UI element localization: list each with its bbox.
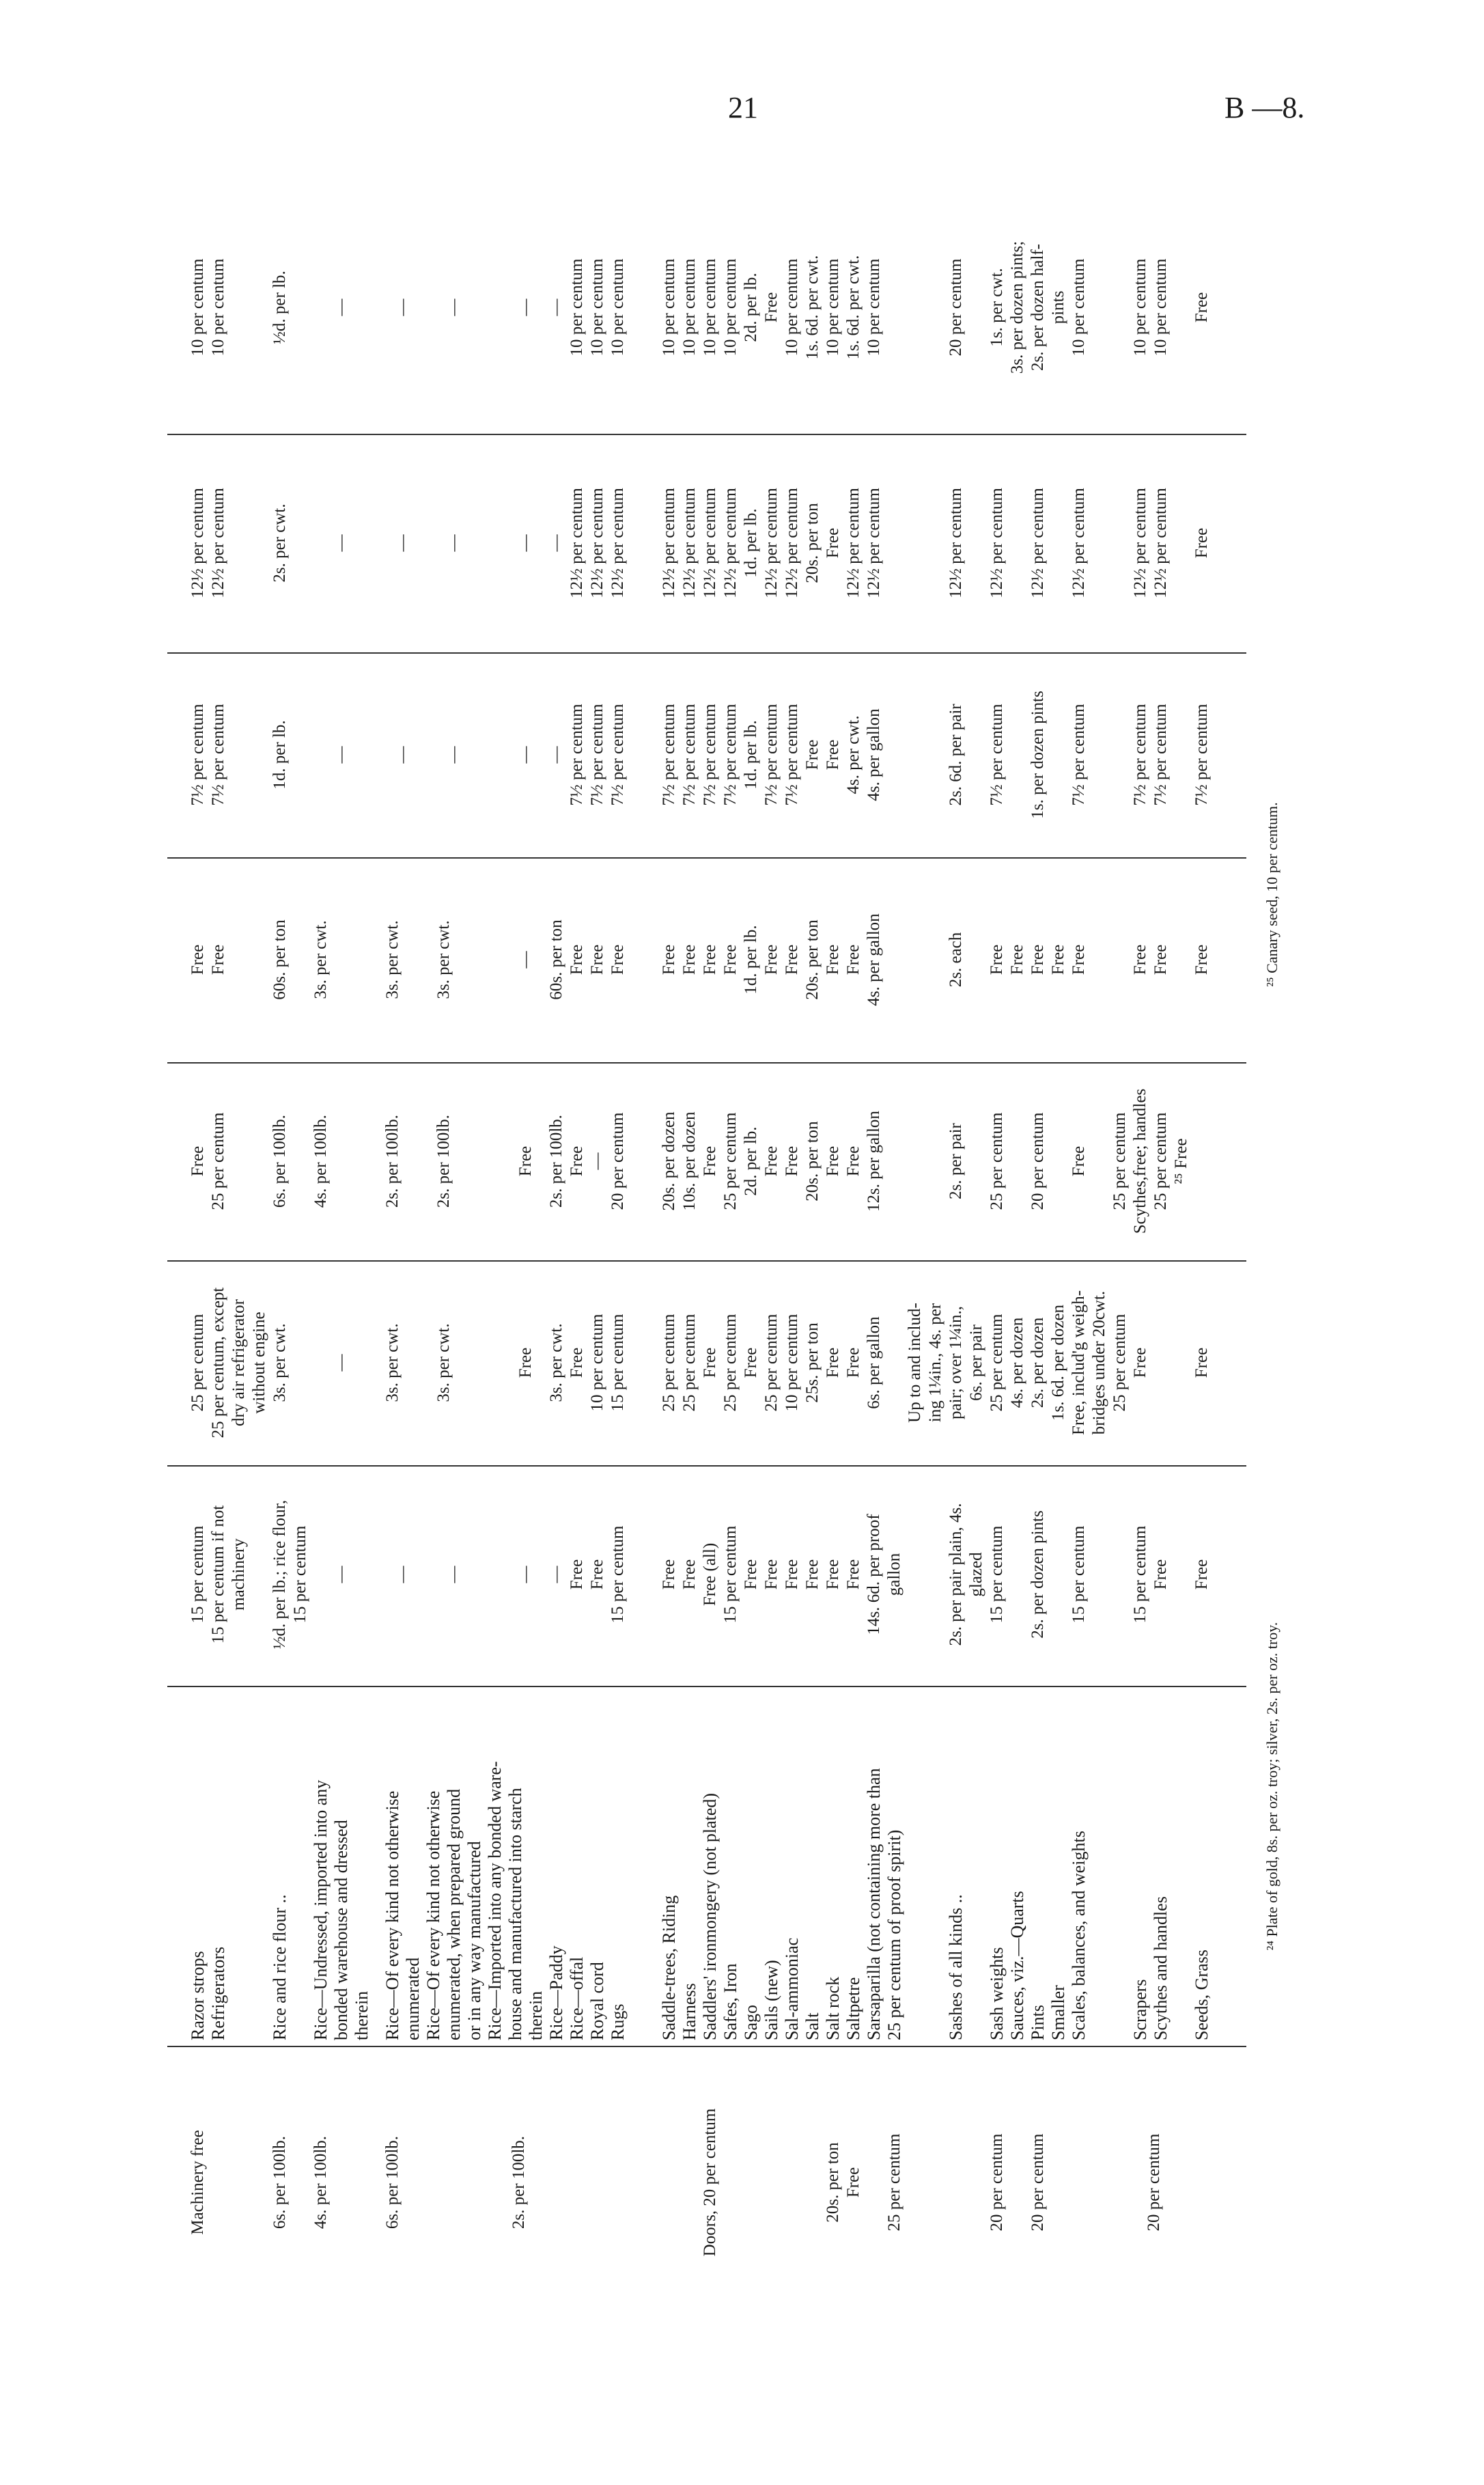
table-cell: 1s. per dozen pints <box>1028 691 1047 819</box>
table-cell: house and manufactured into starch <box>505 1788 525 2040</box>
table-cell: 25 per centum <box>721 1112 740 1210</box>
table-cell: 15 per centum <box>1131 1525 1149 1624</box>
table-cell: 3s. per cwt. <box>270 1323 289 1402</box>
table-cell: enumerated <box>403 1957 423 2040</box>
table-cell: 20s. per ton <box>803 919 822 1000</box>
table-cell: — <box>445 534 463 552</box>
table-cell: 7½ per centum <box>1192 704 1211 806</box>
table-cell: 10 per centum <box>783 1314 801 1412</box>
table-cell: 2s. each <box>947 932 965 988</box>
table-cell: machinery <box>229 1538 248 1611</box>
table-cell: Rugs <box>608 2003 628 2040</box>
table-cell: Free <box>209 944 227 975</box>
table-cell: 15 per centum if not <box>209 1505 227 1644</box>
table-cell: Free <box>1069 1146 1088 1177</box>
table-cell: 12½ per centum <box>1131 488 1149 598</box>
table-cell: 2s. 6d. per pair <box>947 704 965 806</box>
table-cell: Free <box>824 1559 842 1590</box>
table-cell: Scrapers <box>1130 1979 1150 2040</box>
table-cell: 3s. per cwt. <box>434 920 453 999</box>
table-cell: 15 per centum <box>188 1525 207 1624</box>
table-cell: Free <box>680 944 699 975</box>
table-cell: — <box>547 299 565 316</box>
table-cell: 7½ per centum <box>568 704 586 806</box>
table-cell: Free (all) <box>701 1542 719 1607</box>
table-cell: 7½ per centum <box>1069 704 1088 806</box>
table-cell: 20s. per dozen <box>660 1111 678 1211</box>
table-cell: Free <box>1069 944 1088 975</box>
table-cell: Sash weights <box>987 1947 1007 2040</box>
column-rule <box>167 1062 1246 1064</box>
table-cell: 4s. per dozen <box>1008 1317 1026 1408</box>
table-cell: 25 per centum <box>660 1314 678 1412</box>
table-cell: dry air refrigerator <box>229 1299 248 1426</box>
table-cell: 12½ per centum <box>844 488 863 598</box>
table-cell: Saddlers' ironmongery (not plated) <box>700 1792 720 2040</box>
table-cell: Free <box>1131 1347 1149 1378</box>
table-cell: pints <box>1049 290 1067 324</box>
table-cell: 12½ per centum <box>701 488 719 598</box>
table-cell: 10 per centum <box>1131 258 1149 357</box>
table-cell: 14s. 6d. per proof <box>865 1514 883 1635</box>
table-cell: 60s. per ton <box>547 919 565 1000</box>
table-cell: Free <box>188 1146 207 1177</box>
table-cell: 10 per centum <box>783 258 801 357</box>
table-cell: 4s. per cwt. <box>844 715 863 794</box>
table-cell: pair; over 1¼in., <box>947 1306 965 1419</box>
tariff-table <box>167 161 1438 2319</box>
table-cell: ing 1¼in., 4s. per <box>926 1303 944 1423</box>
table-cell: 10 per centum <box>209 258 227 357</box>
table-cell: 7½ per centum <box>721 704 740 806</box>
table-cell: 20 per centum <box>608 1112 627 1210</box>
table-cell: 2s. per dozen pints <box>1028 1510 1047 1639</box>
table-cell: 2s. per pair <box>947 1123 965 1199</box>
table-cell: — <box>393 1566 412 1583</box>
table-cell: 2d. per lb. <box>742 1126 760 1196</box>
table-cell: gallon <box>885 1553 904 1596</box>
table-cell: Free <box>568 944 586 975</box>
table-cell: 10 per centum <box>721 258 740 357</box>
column-rule <box>167 1686 1246 1687</box>
table-cell: therein <box>352 1990 372 2040</box>
table-cell: Free <box>742 1347 760 1378</box>
table-cell: 10 per centum <box>588 258 606 357</box>
table-cell: 20s. per ton <box>803 503 822 583</box>
table-cell: Salt <box>802 2012 822 2040</box>
table-cell: Free <box>701 944 719 975</box>
table-cell: 20 per centum <box>1028 2133 1047 2232</box>
table-cell: or in any way manufactured <box>464 1841 484 2040</box>
table-cell: — <box>516 299 535 316</box>
table-cell: 12½ per centum <box>988 488 1006 598</box>
table-cell: Free <box>824 944 842 975</box>
table-cell: 10 per centum <box>188 258 207 357</box>
table-cell: Free <box>844 1146 863 1177</box>
table-cell: — <box>588 1152 606 1170</box>
table-cell: 3s. per cwt. <box>383 920 402 999</box>
table-cell: 10 per centum <box>680 258 699 357</box>
table-cell: Up to and includ- <box>906 1303 924 1423</box>
table-cell: Free <box>1151 944 1170 975</box>
table-cell: Free <box>824 527 842 559</box>
table-cell: 10s. per dozen <box>680 1111 699 1211</box>
table-cell: 12½ per centum <box>721 488 740 598</box>
column-rule <box>167 1465 1246 1467</box>
table-cell: Free <box>1192 292 1211 323</box>
table-cell: Free <box>988 944 1006 975</box>
table-cell: — <box>516 951 535 969</box>
table-cell: 1d. per lb. <box>270 720 289 790</box>
table-cell: Free <box>762 1559 781 1590</box>
table-cell: 1d. per lb. <box>742 508 760 578</box>
table-cell: — <box>547 534 565 552</box>
table-cell: Saddle-trees, Riding <box>659 1895 679 2040</box>
table-cell: 10 per centum <box>701 258 719 357</box>
table-cell: 12½ per centum <box>1028 488 1047 598</box>
table-cell: 6s. per 100lb. <box>383 2135 402 2230</box>
table-cell: Rice and rice flour .. <box>270 1894 290 2040</box>
table-cell: 6s. per pair <box>967 1324 985 1401</box>
table-cell: 25 per centum <box>1110 1112 1129 1210</box>
column-rule <box>167 2046 1246 2047</box>
table-cell: Free <box>762 292 781 323</box>
table-cell: 4s. per gallon <box>865 708 883 801</box>
table-cell: 4s. per gallon <box>865 913 883 1006</box>
table-cell: 7½ per centum <box>209 704 227 806</box>
table-cell: 7½ per centum <box>1151 704 1170 806</box>
table-cell: — <box>393 534 412 552</box>
table-cell: 12½ per centum <box>188 488 207 598</box>
table-cell: 60s. per ton <box>270 919 289 1000</box>
table-cell: 15 per centum <box>1069 1525 1088 1624</box>
table-cell: Free <box>1131 944 1149 975</box>
column-rule <box>167 652 1246 654</box>
table-cell: Free <box>1028 944 1047 975</box>
table-cell: 12½ per centum <box>783 488 801 598</box>
table-cell: Sails (new) <box>761 1960 781 2040</box>
table-cell: 12½ per centum <box>762 488 781 598</box>
table-cell: 25 per centum <box>680 1314 699 1412</box>
table-cell: 2s. per 100lb. <box>383 1114 402 1208</box>
table-cell: 25 per centum <box>885 2133 904 2232</box>
table-cell: Refrigerators <box>208 1946 228 2040</box>
table-cell: Free <box>1192 1559 1211 1590</box>
table-cell: — <box>516 746 535 764</box>
table-cell: 1s. per cwt. <box>988 268 1006 347</box>
table-cell: Saltpetre <box>843 1977 863 2040</box>
table-cell: Rice—Of every kind not otherwise <box>382 1790 402 2040</box>
table-cell: Free <box>783 1146 801 1177</box>
table-cell: 2s. per pair plain, 4s. <box>947 1503 965 1646</box>
table-cell: 25 per centum <box>988 1314 1006 1412</box>
table-cell: 15 per centum <box>721 1525 740 1624</box>
table-cell: 20 per centum <box>1145 2133 1163 2232</box>
table-cell: 7½ per centum <box>588 704 606 806</box>
table-cell: 12½ per centum <box>680 488 699 598</box>
table-cell: 2s. per dozen <box>1028 1317 1047 1408</box>
table-cell: 25 per centum <box>1110 1314 1129 1412</box>
table-cell: Free <box>803 1559 822 1590</box>
table-cell: 12½ per centum <box>660 488 678 598</box>
table-cell: Sashes of all kinds .. <box>946 1894 966 2040</box>
table-cell: 25 per centum of proof spirit) <box>884 1829 904 2040</box>
table-cell: Free <box>742 1559 760 1590</box>
table-cell: — <box>547 1566 565 1583</box>
table-cell: 12½ per centum <box>1151 488 1170 598</box>
table-cell: 10 per centum <box>1151 258 1170 357</box>
table-cell: 25s. per ton <box>803 1322 822 1403</box>
table-cell: ²⁵ Free <box>1172 1138 1190 1184</box>
table-cell: Free <box>844 1347 863 1378</box>
table-cell: — <box>516 534 535 552</box>
table-cell: bridges under 20cwt. <box>1090 1290 1108 1435</box>
table-cell: 12½ per centum <box>947 488 965 598</box>
table-cell: 12½ per centum <box>1069 488 1088 598</box>
table-cell: 1s. 6d. per dozen <box>1049 1304 1067 1421</box>
table-cell: ½d. per lb.; rice flour, <box>270 1499 289 1650</box>
table-cell: 2d. per lb. <box>742 273 760 342</box>
table-cell: Free <box>762 1146 781 1177</box>
table-cell: Free <box>1192 527 1211 559</box>
table-cell: Free <box>762 944 781 975</box>
table-cell: Free <box>1192 1347 1211 1378</box>
column-rule <box>167 1260 1246 1262</box>
table-cell: Free <box>824 1347 842 1378</box>
table-cell: Scales, balances, and weights <box>1069 1831 1089 2040</box>
table-cell: 10 per centum <box>568 258 586 357</box>
table-cell: 1d. per lb. <box>742 925 760 995</box>
table-cell: Free <box>680 1559 699 1590</box>
table-cell: — <box>332 746 350 764</box>
table-cell: 20 per centum <box>1028 1112 1047 1210</box>
table-cell: 4s. per 100lb. <box>311 2135 330 2230</box>
table-cell: — <box>332 534 350 552</box>
table-cell: Free <box>568 1347 586 1378</box>
table-cell: 2s. per dozen half- <box>1028 243 1047 372</box>
table-cell: Sago <box>741 2005 761 2040</box>
table-cell: Free <box>803 739 822 771</box>
table-cell: 12½ per centum <box>568 488 586 598</box>
table-cell: 15 per centum <box>291 1525 309 1624</box>
document-code: B —8. <box>1224 91 1305 124</box>
table-cell: Rice—Paddy <box>546 1945 566 2040</box>
table-cell: — <box>547 746 565 764</box>
column-rule <box>167 857 1246 859</box>
table-cell: Free, includ'g weigh- <box>1069 1290 1088 1436</box>
table-cell: — <box>445 746 463 764</box>
table-cell: 7½ per centum <box>988 704 1006 806</box>
table-cell: Free <box>783 1559 801 1590</box>
table-cell: Free <box>844 1559 863 1590</box>
table-cell: 1s. 6d. per cwt. <box>803 255 822 360</box>
table-cell: 25 per centum, except <box>209 1287 227 1439</box>
table-cell: Free <box>608 944 627 975</box>
table-cell: 1d. per lb. <box>742 720 760 790</box>
table-cell: Free <box>1008 944 1026 975</box>
table-cell: Rice—offal <box>567 1956 587 2040</box>
table-cell: 20s. per ton <box>803 1121 822 1202</box>
table-cell: — <box>445 299 463 316</box>
table-cell: Royal cord <box>587 1962 607 2040</box>
table-cell: 25 per centum <box>988 1112 1006 1210</box>
table-cell: 10 per centum <box>824 258 842 357</box>
table-cell: enumerated, when prepared ground <box>444 1788 464 2040</box>
table-cell: — <box>393 746 412 764</box>
table-cell: 15 per centum <box>608 1525 627 1624</box>
table-cell: Free <box>824 1146 842 1177</box>
table-cell: Razor strops <box>188 1951 208 2040</box>
table-cell: 1s. 6d. per cwt. <box>844 255 863 360</box>
table-cell: 7½ per centum <box>1131 704 1149 806</box>
table-cell: 12½ per centum <box>588 488 606 598</box>
table-cell: 10 per centum <box>865 258 883 357</box>
table-cell: Free <box>783 944 801 975</box>
table-cell: 6s. per gallon <box>865 1316 883 1409</box>
table-cell: 3s. per cwt. <box>383 1323 402 1402</box>
table-cell: 3s. per dozen pints; <box>1008 240 1026 374</box>
table-cell: 20 per centum <box>988 2133 1006 2232</box>
table-cell: 25 per centum <box>188 1314 207 1412</box>
table-cell: 10 per centum <box>608 258 627 357</box>
table-cell: 4s. per 100lb. <box>311 1114 330 1208</box>
table-cell: 20s. per ton <box>824 2142 842 2223</box>
table-cell: Free <box>660 1559 678 1590</box>
table-cell: Seeds, Grass <box>1192 1949 1212 2040</box>
table-cell: without engine <box>250 1311 268 1414</box>
table-cell: 12½ per centum <box>608 488 627 598</box>
table-cell: — <box>332 1354 350 1372</box>
table-cell: glazed <box>967 1552 985 1597</box>
footnotes <box>1260 519 1285 2299</box>
table-cell: 7½ per centum <box>680 704 699 806</box>
table-cell: — <box>445 1566 463 1583</box>
table-cell: 6s. per 100lb. <box>270 1114 289 1208</box>
table-cell: 25 per centum <box>1151 1112 1170 1210</box>
table-cell: Pints <box>1028 2004 1048 2040</box>
table-cell: 15 per centum <box>988 1525 1006 1624</box>
table-cell: ½d. per lb. <box>270 270 289 344</box>
table-cell: 25 per centum <box>721 1314 740 1412</box>
table-cell: 10 per centum <box>1069 258 1088 357</box>
table-cell: Free <box>701 1347 719 1378</box>
table-cell: 2s. per 100lb. <box>509 2135 528 2230</box>
table-cell: 25 per centum <box>762 1314 781 1412</box>
table-cell: Free <box>824 739 842 771</box>
table-cell: Salt rock <box>823 1976 843 2040</box>
table-cell: — <box>516 1566 535 1583</box>
table-cell: Rice—Imported into any bonded ware- <box>485 1761 505 2040</box>
footnote-24: ²⁴ Plate of gold, 8s. per oz. troy; silver, 2s. per oz. troy. <box>1263 1622 1280 1951</box>
table-cell: 7½ per centum <box>762 704 781 806</box>
table-cell: Free <box>188 944 207 975</box>
table-cell: Harness <box>680 1983 699 2040</box>
table-cell: 2s. per 100lb. <box>547 1114 565 1208</box>
table-cell: — <box>332 299 350 316</box>
table-cell: Free <box>701 1146 719 1177</box>
table-cell: 2s. per 100lb. <box>434 1114 453 1208</box>
footnote-25: ²⁵ Canary seed, 10 per centum. <box>1263 802 1280 987</box>
table-cell: 7½ per centum <box>660 704 678 806</box>
table-cell: — <box>393 299 412 316</box>
table-cell: 25 per centum <box>209 1112 227 1210</box>
table-cell: 3s. per cwt. <box>311 920 330 999</box>
table-cell: 10 per centum <box>660 258 678 357</box>
table-cell: 12½ per centum <box>865 488 883 598</box>
table-cell: Scythes,free; handles <box>1131 1088 1149 1234</box>
table-cell: Safes, Iron <box>720 1963 740 2040</box>
table-cell: Sarsaparilla (not containing more than <box>864 1768 884 2040</box>
table-cell: Free <box>516 1347 535 1378</box>
table-cell: Free <box>588 1559 606 1590</box>
table-cell: 7½ per centum <box>608 704 627 806</box>
page-number: 21 <box>728 91 758 124</box>
table-cell: Rice—Of every kind not otherwise <box>423 1790 443 2040</box>
table-cell: 10 per centum <box>588 1314 606 1412</box>
table-cell: therein <box>526 1990 546 2040</box>
table-cell: Free <box>844 2167 863 2198</box>
table-cell: Doors, 20 per centum <box>701 2108 719 2257</box>
table-cell: Smaller <box>1048 1985 1068 2040</box>
table-cell: bonded warehouse and dressed <box>331 1820 351 2040</box>
table-cell: Sal-ammoniac <box>782 1937 802 2040</box>
table-cell: Sauces, viz.—Quarts <box>1007 1891 1027 2040</box>
table-cell: Free <box>1192 944 1211 975</box>
table-cell: 7½ per centum <box>783 704 801 806</box>
table-cell: Scythes and handles <box>1151 1896 1171 2040</box>
table-cell: Free <box>721 944 740 975</box>
table-cell: Free <box>1049 944 1067 975</box>
table-cell: 7½ per centum <box>188 704 207 806</box>
table-cell: Free <box>1151 1559 1170 1590</box>
table-cell: Free <box>660 944 678 975</box>
table-cell: 6s. per 100lb. <box>270 2135 289 2230</box>
table-cell: 12½ per centum <box>209 488 227 598</box>
table-cell: 2s. per cwt. <box>270 503 289 583</box>
table-cell: Free <box>844 944 863 975</box>
table-cell: 12s. per gallon <box>865 1111 883 1212</box>
table-cell: 20 per centum <box>947 258 965 357</box>
table-cell: — <box>332 1566 350 1583</box>
table-cell: Rice—Undressed, imported into any <box>311 1779 331 2040</box>
table-cell: Machinery free <box>188 2130 207 2235</box>
table-cell: Free <box>516 1146 535 1177</box>
table-cell: 3s. per cwt. <box>547 1323 565 1402</box>
table-cell: Free <box>588 944 606 975</box>
table-cell: 7½ per centum <box>701 704 719 806</box>
table-cell: 3s. per cwt. <box>434 1323 453 1402</box>
column-rule <box>167 434 1246 435</box>
table-cell: 15 per centum <box>608 1314 627 1412</box>
table-cell: Free <box>568 1559 586 1590</box>
table-cell: Free <box>568 1146 586 1177</box>
